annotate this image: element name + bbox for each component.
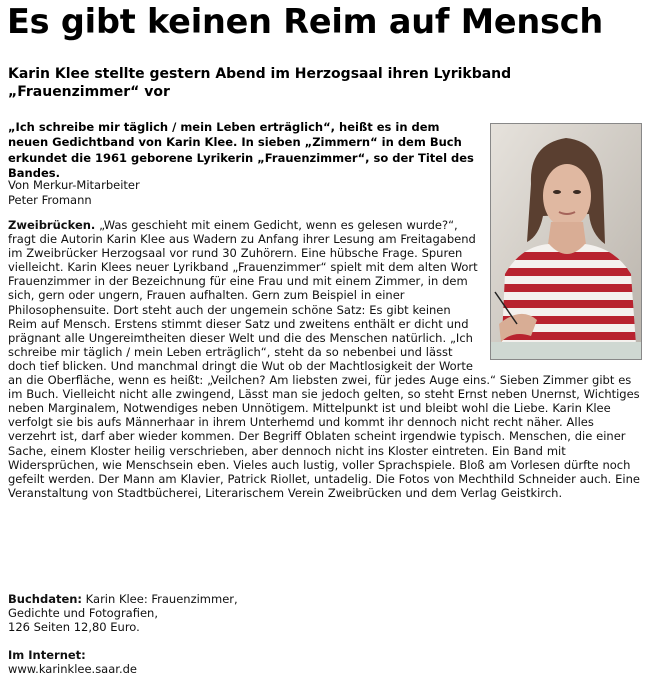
byline-line-1: Von Merkur-Mitarbeiter (8, 178, 140, 192)
teaser: „Ich schreibe mir täglich / mein Leben erträglich“, heißt es in dem neuen Gedichtband von Karin Klee. In sieben „Zimmern“ in dem Buch erkundet die 1961 geborene Lyrikerin „Frauenzimmer“, so der Titel des Bandes. (8, 120, 474, 181)
book-info-line-2: Gedichte und Fotografien, (8, 606, 158, 621)
book-info-label: Buchdaten: (8, 592, 83, 606)
body-text: „Was geschieht mit einem Gedicht, wenn es gelesen wurde?“, fragt die Autorin Karin Klee aus Wadern zu Anfang ihrer Lesung am Freitagabend im Zweibrücker Herzogsaal vor rund 30 Zuhörern. Eine hübsche Frage. Spuren vielleicht. Karin Klees neuer Lyrikband „Frauenzimmer“ spielt mit dem alten Wort Frauenzimmer in der Bezeichnung für eine Frau und mit einem Zimmer, in dem sich, gern oder ungern, Frauen aufhalten. Gern zum Beispiel in einer Philosophensuite. Dort steht auch der ungemein schöne Satz: Es gibt keinen Reim auf Mensch. Erstens stimmt dieser Satz und zweitens enthält er dicht und prägnant alle Ungereimtheiten dieser Welt und die des Menschen natürlich. „Ich schreibe mir täglich / mein Leben erträglich“, steht da so nebenbei und lässt doch tief blicken. Und manchmal dringt die Wut ob der Machtlosigkeit der Worte an die Oberfläche, wenn es heißt: „Veilchen? Am liebsten zwei, für jedes Auge eins.“ Sieben Zimmer gibt es im Buch. Vielleicht nicht alle zwingend, Lässt man sie jedoch gelten, so steht Ernst neben Unernst, Wichtiges neben Marginalem, Notwendiges neben Unnötigem. Mittelpunkt ist und bleibt wohl die Liebe. Karin Klee verfolgt sie bis aufs Männerhaar in ihrem Unterhemd und kommt ihr dennoch nicht recht näher. Alles verzehrt ist, darf aber wieder kommen. Der Begriff Oblaten scheint irgendwie typisch. Menschen, die einer Sache, einem Kloster heilig verschrieben, aber dennoch nicht ins Kloster eintreten. Ein Band mit Widersprüchen, wie Menschsein eben. Vieles auch lustig, voller Sprachspiele. Bloß am Vorlesen dürfte noch gefeilt werden. Der Mann am Klavier, Patrick Riollet, untadelig. Die Fotos von Mechthild Schneider auch. Eine Veranstaltung von Stadtbücherei, Literarischem Verein Zweibrücken und dem Verlag Geistkirch. (8, 218, 640, 500)
byline-line-2: Peter Fromann (8, 193, 92, 208)
book-info-line-1 (8, 592, 478, 606)
book-info-title: Karin Klee: Frauenzimmer, (82, 592, 238, 606)
article-body (8, 218, 644, 500)
subheadline: Karin Klee stellte gestern Abend im Herzogsaal ihren Lyrikband „Frauenzimmer“ vor (8, 66, 512, 100)
headline: Es gibt keinen Reim auf Mensch (7, 2, 604, 41)
book-info (8, 592, 478, 634)
photo-space (494, 218, 644, 368)
internet-label: Im Internet: (8, 648, 86, 662)
dateline: Zweibrücken. (8, 218, 96, 232)
internet-info (8, 648, 478, 676)
book-info-line-3: 126 Seiten 12,80 Euro. (8, 620, 140, 635)
website-link[interactable]: www.karinklee.saar.de (8, 662, 137, 677)
byline (8, 178, 478, 209)
